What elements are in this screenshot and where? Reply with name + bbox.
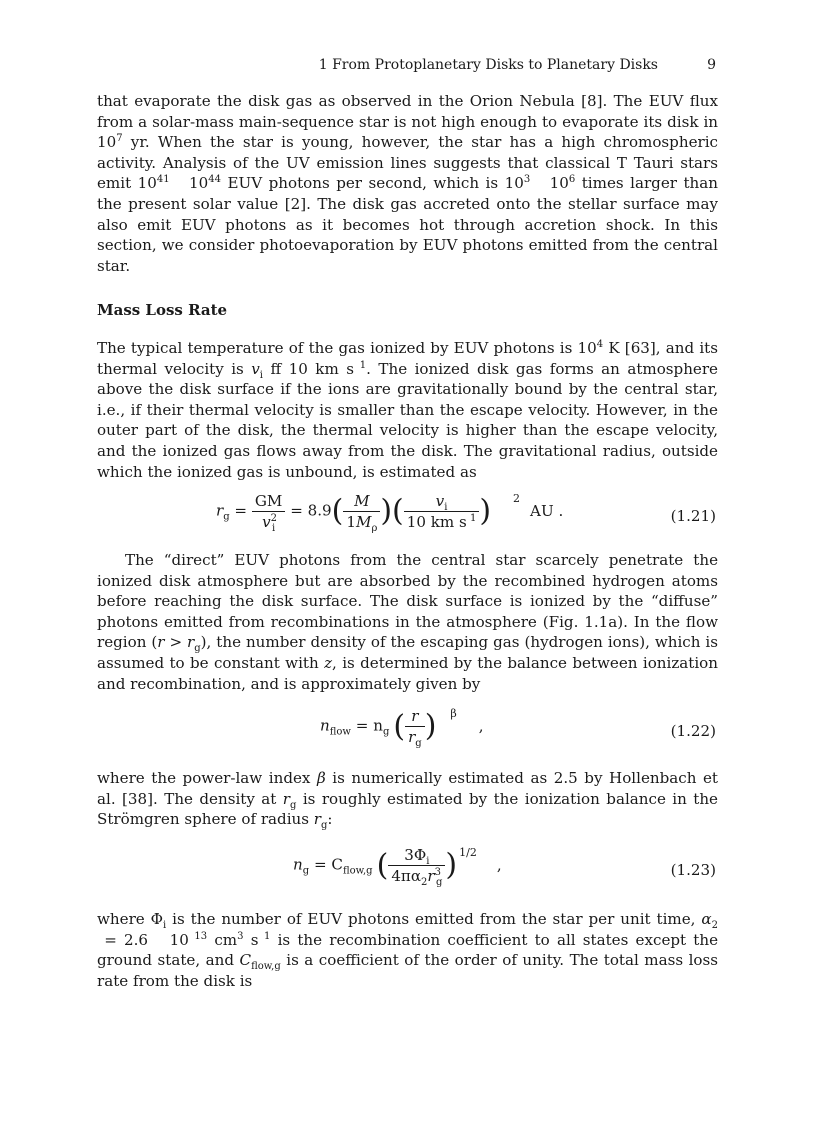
equation-1-23: $n_g = C_{flow,g}$ ( $\frac{3\Phi_i}{4\pi\alpha_2r^3_g}$ ) $^{1/2}$, (1.23) — [293, 845, 716, 889]
page-number: 9 — [707, 57, 716, 73]
equation-number: (1.22) — [670, 722, 716, 740]
equation-1-21: $r_g$ = $\frac{GM}{v^2_i}$ = 8.9( $\frac{M}{1M_\rho}$ )( $\frac{v_i}{10 km s ^1}$ ) $^2$AU . (1.21) — [216, 491, 716, 535]
paragraph-recombination: where $\Phi_i$ is the number of EUV photons emitted from the star per unit time, $\alpha_2 = 2.6$ 10 $^{13}$ $cm^3$ s $^1$ is the recombination coefficient to all states except the ground state, and $C_{flow,g}$ is a coefficient of the order of unity. The total mass loss rate from the disk is — [97, 910, 719, 990]
section-heading: Mass Loss Rate — [97, 301, 228, 319]
paragraph-thermal-velocity: The typical temperature of the gas ionized by EUV photons is $10^4$ K [63], and its thermal velocity is $v_i$ ff 10 km s $^1$. The ionized disk gas forms an atmosphere above the disk surface if the ions are gravitationally bound by the central star, i.e., if their thermal velocity is smaller than the escape velocity. However, in the outer part of the disk, the thermal velocity is higher than the escape velocity, and the ionized gas flows away from the disk. The gravitational radius, outside which the ionized gas is unbound, is estimated as — [97, 338, 718, 481]
running-header — [97, 55, 718, 75]
paragraph-euv-flux: that evaporate the disk gas as observed in the Orion Nebula [8]. The EUV flux from a solar-mass main-sequence star is not high enough to evaporate its disk in $10^7$ yr. When the star is young, however, the star has a high chromospheric activity. Analysis of the UV emission lines suggests that classical T Tauri stars emit $10^{41}$ $10^{44}$ EUV photons per second, which is $10^3$ $10^6$ times larger than the present solar value [2]. The disk gas accreted onto the stellar surface may also emit EUV photons as it becomes hot through accretion shock. In this section, we consider photoevaporation by EUV photons emitted from the central star. — [97, 92, 718, 275]
equation-number: (1.23) — [670, 861, 716, 879]
paragraph-diffuse-photons: The “direct” EUV photons from the central star scarcely penetrate the ionized disk atmosphere but are absorbed by the recombined hydrogen atoms before reaching the disk surface. The disk surface is ionized by the “diffuse” photons emitted from recombinations in the atmosphere (Fig. 1.1a). In the flow region $(r > r_g)$, the number density of the escaping gas (hydrogen ions), which is assumed to be constant with z, is determined by the balance between ionization and recombination, and is approximately given by — [97, 551, 718, 693]
running-title: 1 From Protoplanetary Disks to Planetary Disks — [318, 57, 658, 73]
equation-1-22: $n_{flow} = n_g$ ( $\frac{r}{r_g}$ ) $^\beta$, (1.22) — [320, 706, 716, 750]
paragraph-power-law: where the power-law index β is numerically estimated as 2.5 by Hollenbach et al. [38]. The density at $r_g$ is roughly estimated by the ionization balance in the Strömgren sphere of radius $r_g$: — [97, 769, 718, 832]
equation-number: (1.21) — [670, 507, 716, 525]
